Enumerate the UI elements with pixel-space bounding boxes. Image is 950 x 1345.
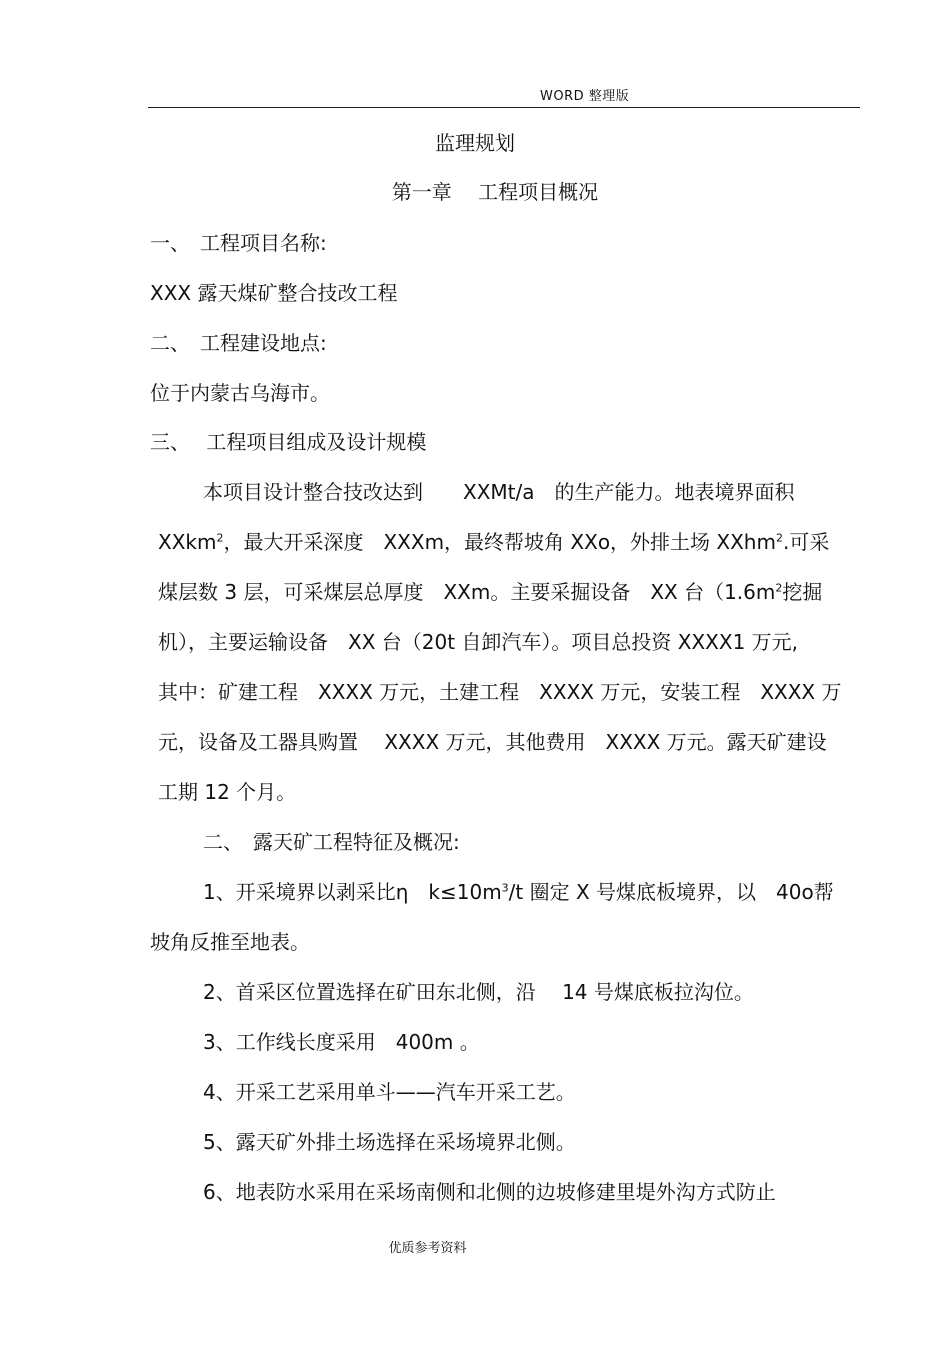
- document-title: 监理规划: [435, 131, 515, 155]
- list-item-1-continued: 坡角反推至地表。: [150, 930, 310, 954]
- chapter-title: 第一章 工程项目概况: [391, 180, 599, 204]
- list-item-4: 4、开采工艺采用单斗——汽车开采工艺。: [203, 1080, 576, 1104]
- paragraph-text: XXkm: [158, 530, 217, 554]
- section-2-heading: 二、 工程建设地点:: [150, 331, 327, 355]
- list-item-2: 2、首采区位置选择在矿田东北侧，沿 14 号煤底板拉沟位。: [203, 980, 754, 1004]
- paragraph-line-5: 其中：矿建工程 XXXX 万元，土建工程 XXXX 万元，安装工程 XXXX 万: [158, 680, 842, 704]
- paragraph-text: 挖掘: [782, 580, 823, 604]
- paragraph-line-6: 元，设备及工器具购置 XXXX 万元，其他费用 XXXX 万元。露天矿建设: [158, 730, 827, 754]
- section-2-body: 位于内蒙古乌海市。: [150, 381, 330, 405]
- paragraph-line-1: 本项目设计整合技改达到 XXMt/a 的生产能力。地表境界面积: [203, 480, 795, 504]
- subsection-heading: 二、 露天矿工程特征及概况:: [203, 830, 460, 854]
- paragraph-text: 煤层数 3 层，可采煤层总厚度 XXm。主要采掘设备 XX 台（1.6m: [158, 580, 776, 604]
- paragraph-line-4: 机），主要运输设备 XX 台（20t 自卸汽车）。项目总投资 XXXX1 万元,: [158, 630, 799, 654]
- superscript: 3: [501, 881, 509, 895]
- paragraph-text: ，最大开采深度 XXXm，最终帮坡角 XXo，外排土场 XXhm: [223, 530, 776, 554]
- list-item-6: 6、地表防水采用在采场南侧和北侧的边坡修建里堤外沟方式防止: [203, 1180, 776, 1204]
- header-divider: [148, 107, 860, 108]
- list-item-text: 1、开采境界以剥采比η k≤10m: [203, 880, 502, 904]
- list-item-5: 5、露天矿外排土场选择在采场境界北侧。: [203, 1130, 576, 1154]
- list-item-1: [203, 880, 834, 904]
- list-item-3: 3、工作线长度采用 400m 。: [203, 1030, 480, 1054]
- page-header: WORD 整理版: [540, 89, 630, 104]
- superscript: 2: [775, 581, 783, 595]
- section-1-heading: 一、 工程项目名称:: [150, 231, 327, 255]
- paragraph-text: .可采: [782, 530, 830, 554]
- section-3-heading: 三、 工程项目组成及设计规模: [150, 430, 427, 454]
- paragraph-line-3: [158, 580, 822, 604]
- superscript: 2: [775, 531, 783, 545]
- list-item-text: /t 圈定 X 号煤底板境界，以 40o帮: [508, 880, 834, 904]
- superscript: 2: [216, 531, 224, 545]
- page-footer: 优质参考资料: [388, 1241, 467, 1256]
- paragraph-line-2: [158, 530, 829, 554]
- paragraph-line-7: 工期 12 个月。: [158, 780, 297, 804]
- section-1-body: XXX 露天煤矿整合技改工程: [150, 281, 398, 305]
